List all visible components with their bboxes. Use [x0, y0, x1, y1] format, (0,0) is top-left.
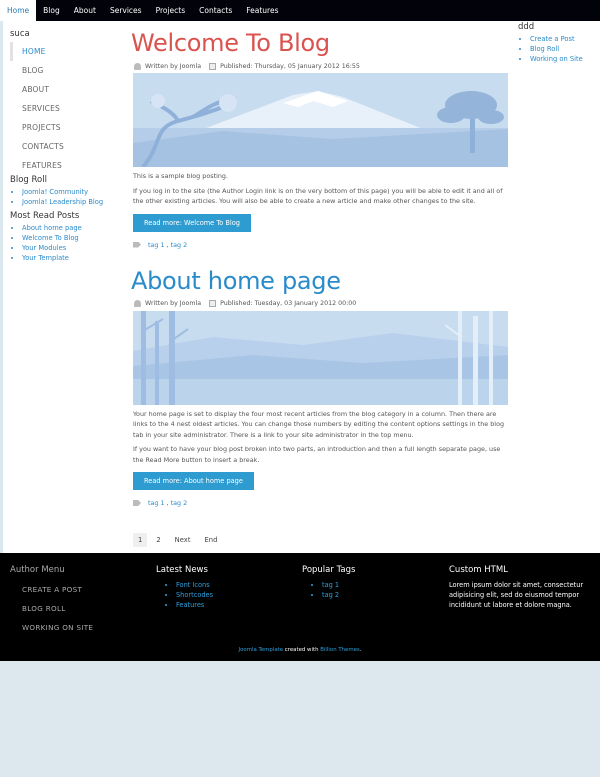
most-read-link[interactable]: • Welcome To Blog: [22, 233, 125, 243]
author-menu-list: [10, 580, 93, 637]
blogroll-link[interactable]: • Joomla! Leadership Blog: [22, 197, 125, 207]
popular-tag-link[interactable]: • tag 2: [322, 590, 355, 600]
latest-news-link[interactable]: • Shortcodes: [176, 590, 213, 600]
custom-html-text: Lorem ipsum dolor sit amet, consectetur adipisicing elit, sed do eiusmod tempor incididunt ut labore et dolore magna.: [449, 581, 584, 609]
nav-about[interactable]: About: [73, 6, 96, 15]
tag-separator: ,: [166, 240, 169, 249]
pagination: [133, 533, 511, 547]
author-menu-create-post[interactable]: CREATE A POST: [22, 585, 83, 594]
popular-tag-link[interactable]: • tag 1: [322, 580, 355, 590]
left-sidebar: [10, 29, 125, 267]
tag-link[interactable]: tag 2: [170, 240, 188, 249]
side-menu-about[interactable]: ABOUT: [22, 85, 50, 94]
tag-icon: [133, 500, 141, 506]
right-sidebar: [518, 22, 600, 68]
right-module-title: ddd: [518, 22, 535, 32]
article-title[interactable]: About home page: [131, 266, 341, 295]
main-content: [131, 27, 511, 547]
credit-template-link[interactable]: Joomla Template: [238, 647, 284, 653]
author-menu-working-on-site[interactable]: WORKING ON SITE: [22, 623, 94, 632]
most-read-link[interactable]: • About home page: [22, 223, 125, 233]
page-end[interactable]: End: [204, 536, 218, 544]
article-image-bamboo-lake: [133, 311, 508, 405]
calendar-icon: [209, 63, 216, 70]
blogroll-list: [10, 187, 125, 207]
user-icon: [134, 300, 141, 307]
credit-theme-link[interactable]: Billion Themes: [320, 647, 360, 653]
top-navigation: [0, 0, 600, 21]
most-read-link[interactable]: • Your Template: [22, 253, 125, 263]
footer-latest-news: [156, 565, 213, 610]
tag-separator: ,: [166, 499, 169, 507]
footer-credit: [0, 647, 600, 653]
nav-features[interactable]: Features: [246, 6, 279, 15]
nav-home[interactable]: Home: [0, 0, 36, 21]
nav-projects[interactable]: Projects: [155, 6, 186, 15]
nav-blog[interactable]: Blog: [43, 6, 60, 15]
page-content: [0, 21, 600, 553]
menu-module-title: suca: [10, 29, 30, 39]
page-current[interactable]: 1: [133, 533, 147, 547]
latest-news-list: [156, 580, 213, 610]
latest-news-title: Latest News: [156, 565, 208, 575]
article-tags: [133, 499, 511, 507]
article-published: Published: Thursday, 05 January 2012 16:55: [220, 62, 360, 70]
latest-news-link[interactable]: • Font Icons: [176, 580, 213, 590]
user-icon: [134, 63, 141, 70]
footer-custom-html: [449, 565, 584, 610]
article-meta: [134, 299, 511, 309]
read-more-button[interactable]: Read more: Welcome To Blog: [133, 214, 251, 232]
side-menu: [10, 42, 125, 175]
side-menu-home[interactable]: HOME: [10, 42, 125, 61]
footer: [0, 553, 600, 661]
side-menu-blog[interactable]: BLOG: [22, 66, 44, 75]
page-link[interactable]: 2: [156, 536, 161, 544]
popular-tags-title: Popular Tags: [302, 565, 356, 575]
article-paragraph: If you log in to the site (the Author Login link is on the very bottom of this page) you will be able to edit it and all of the other existing articles. You will also be able to create a new article and make other changes to the site.: [133, 186, 503, 205]
tag-icon: [133, 242, 141, 248]
tag-link[interactable]: tag 2: [170, 499, 188, 507]
tag-link[interactable]: tag 1: [148, 499, 165, 507]
footer-author-menu: [10, 565, 93, 637]
article-title[interactable]: Welcome To Blog: [131, 29, 330, 57]
article-paragraph: This is a sample blog posting.: [133, 172, 228, 180]
nav-contacts[interactable]: Contacts: [199, 6, 233, 15]
article: [131, 27, 511, 249]
article-paragraph: If you want to have your blog post broken into two parts, an introduction and then a full length separate page, use the Read More button to insert a break.: [133, 445, 501, 464]
side-menu-contacts[interactable]: CONTACTS: [22, 142, 64, 151]
author-menu-title: Author Menu: [10, 565, 65, 575]
article-published: Published: Tuesday, 03 January 2012 00:00: [220, 300, 357, 307]
right-link-working-on-site[interactable]: • Working on Site: [530, 54, 600, 64]
footer-popular-tags: [302, 565, 355, 600]
most-read-link[interactable]: • Your Modules: [22, 243, 125, 253]
credit-text: created with: [283, 647, 321, 653]
most-read-title: Most Read Posts: [10, 211, 80, 221]
tag-link[interactable]: tag 1: [148, 240, 165, 249]
nav-services[interactable]: Services: [109, 6, 142, 15]
author-menu-blog-roll[interactable]: BLOG ROLL: [22, 604, 66, 613]
right-link-create-post[interactable]: • Create a Post: [530, 34, 600, 44]
right-links: [518, 34, 600, 64]
blogroll-link[interactable]: • Joomla! Community: [22, 187, 125, 197]
article-paragraph: Your home page is set to display the four most recent articles from the blog category in a column. Then there are links to the 4 nest oldest articles. You can change those numbers by editing the content options settings in the blog tab in your site administrator. There is a link to your site administrator in the top menu.: [133, 409, 505, 439]
calendar-icon: [209, 300, 216, 307]
side-menu-services[interactable]: SERVICES: [22, 104, 60, 113]
custom-html-title: Custom HTML: [449, 565, 508, 575]
article-image-mountain-tree: [133, 73, 508, 167]
latest-news-link[interactable]: • Features: [176, 600, 213, 610]
credit-end: .: [359, 647, 362, 653]
read-more-button[interactable]: Read more: About home page: [133, 472, 254, 490]
side-menu-projects[interactable]: PROJECTS: [22, 123, 61, 132]
article-tags: [133, 241, 511, 249]
article-author: Written by Joomla: [145, 300, 202, 307]
article: [131, 265, 511, 508]
blogroll-title: Blog Roll: [10, 175, 47, 185]
popular-tags-list: [302, 580, 355, 600]
article-author: Written by Joomla: [145, 62, 202, 70]
article-meta: [134, 61, 511, 71]
side-menu-features[interactable]: FEATURES: [22, 161, 62, 170]
page-next[interactable]: Next: [174, 536, 191, 544]
right-link-blog-roll[interactable]: • Blog Roll: [530, 44, 600, 54]
most-read-list: [10, 223, 125, 263]
